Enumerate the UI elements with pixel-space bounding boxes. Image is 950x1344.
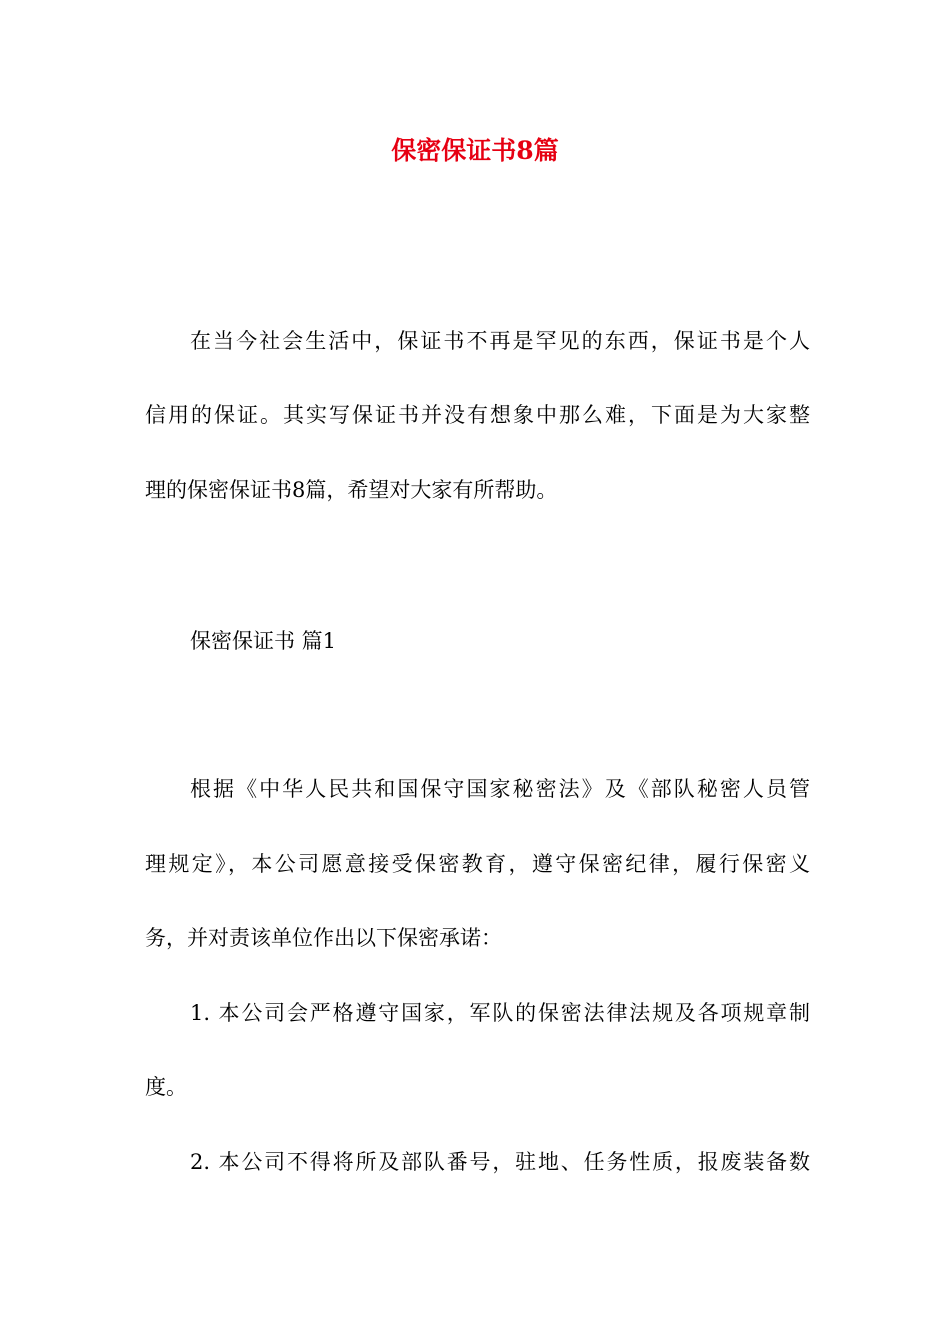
section-heading-1: 保密保证书 篇1 xyxy=(190,629,337,653)
section1-line-3: 务，并对责该单位作出以下保密承诺： xyxy=(145,926,502,950)
section1-line-1: 根据《中华人民共和国保守国家秘密法》及《部队秘密人员管 xyxy=(190,777,810,801)
document-title: 保密保证书8篇 xyxy=(391,136,559,165)
item1-line-2: 度。 xyxy=(145,1075,187,1099)
intro-line-2: 信用的保证。其实写保证书并没有想象中那么难，下面是为大家整 xyxy=(145,403,810,427)
item2-line-1: 2. 本公司不得将所及部队番号，驻地、任务性质，报废装备数 xyxy=(190,1150,810,1174)
intro-line-3: 理的保密保证书8篇，希望对大家有所帮助。 xyxy=(145,478,558,502)
intro-line-1: 在当今社会生活中，保证书不再是罕见的东西，保证书是个人 xyxy=(190,329,810,353)
item1-line-1: 1. 本公司会严格遵守国家，军队的保密法律法规及各项规章制 xyxy=(190,1001,810,1025)
section1-line-2: 理规定》，本公司愿意接受保密教育，遵守保密纪律，履行保密义 xyxy=(145,852,810,876)
